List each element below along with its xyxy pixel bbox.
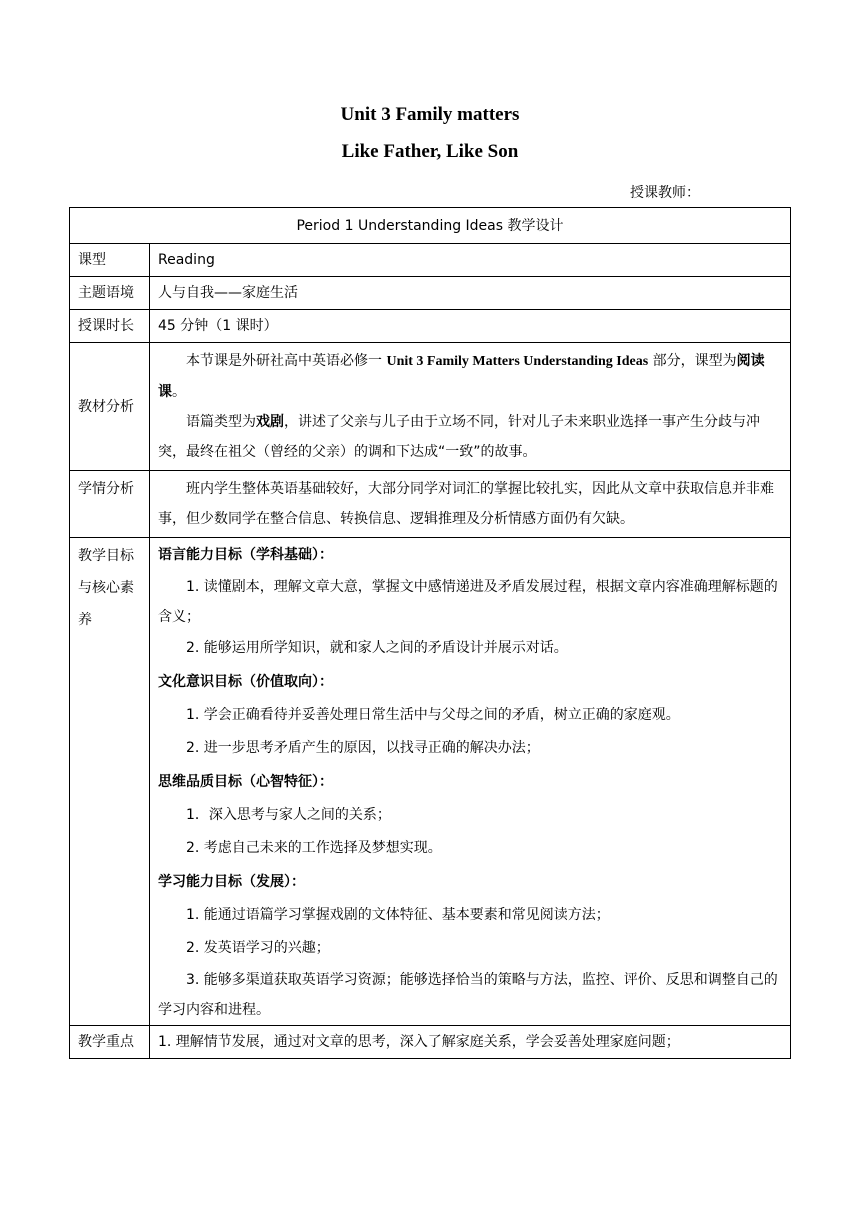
material-text: 部分，课型为 — [648, 353, 737, 369]
material-text: 。 — [172, 384, 186, 400]
document-subtitle: Like Father, Like Son — [341, 141, 519, 162]
material-value — [150, 343, 791, 471]
theme-value: 人与自我——家庭生活 — [150, 277, 791, 310]
type-label: 课型 — [70, 244, 150, 277]
goals-learning-2: 2. 发英语学习的兴趣； — [186, 940, 330, 956]
goals-language-2: 2. 能够运用所学知识，就和家人之间的矛盾设计并展示对话。 — [186, 640, 568, 656]
goals-label: 教学目标与核心素养 — [70, 538, 150, 1026]
material-paragraph-2 — [158, 407, 782, 467]
focus-value: 1. 理解情节发展，通过对文章的思考，深入了解家庭关系，学会妥善处理家庭问题； — [150, 1026, 791, 1059]
goals-learning-title: 学习能力目标（发展）： — [158, 874, 305, 890]
table-row — [70, 1026, 791, 1059]
goals-value — [150, 538, 791, 1026]
theme-label: 主题语境 — [70, 277, 150, 310]
duration-label: 授课时长 — [70, 310, 150, 343]
goals-thinking-title: 思维品质目标（心智特征）： — [158, 774, 333, 790]
goals-language-title: 语言能力目标（学科基础）： — [158, 547, 333, 563]
material-unit-name: Unit 3 Family Matters Understanding Ideas — [386, 354, 649, 369]
table-row — [70, 244, 791, 277]
table-row — [70, 310, 791, 343]
focus-label: 教学重点 — [70, 1026, 150, 1059]
table-row — [70, 277, 791, 310]
table-row — [70, 343, 791, 471]
document-title: Unit 3 Family matters — [340, 104, 520, 125]
goals-thinking-2: 2. 考虑自己未来的工作选择及梦想实现。 — [186, 840, 442, 856]
material-paragraph-1 — [158, 346, 782, 407]
material-genre: 戏剧 — [256, 414, 284, 430]
learner-value — [150, 471, 791, 538]
goals-learning-1: 1. 能通过语篇学习掌握戏剧的文体特征、基本要素和常见阅读方法； — [186, 907, 610, 923]
table-row — [70, 471, 791, 538]
learner-label: 学情分析 — [70, 471, 150, 538]
material-text: ，讲述了父亲与儿子由于立场不同，针对儿子未来职业选择一事产生分歧与冲突，最终在祖父（曾经的父亲）的调和下达成“一致”的故事。 — [158, 414, 760, 460]
material-text: 语篇类型为 — [186, 414, 256, 430]
goals-language-1: 1. 读懂剧本，理解文章大意，掌握文中感情递进及矛盾发展过程，根据文章内容准确理解标题的含义； — [158, 579, 778, 625]
goals-thinking-1: 1．深入思考与家人之间的关系； — [186, 807, 391, 823]
lesson-plan-table — [69, 207, 791, 1059]
table-row — [70, 538, 791, 1026]
goals-culture-title: 文化意识目标（价值取向）： — [158, 674, 333, 690]
goals-learning-3: 3. 能够多渠道获取英语学习资源；能够选择恰当的策略与方法，监控、评价、反思和调整自己的学习内容和进程。 — [158, 972, 778, 1018]
type-value: Reading — [150, 244, 791, 277]
goals-culture-2: 2. 进一步思考矛盾产生的原因，以找寻正确的解决办法； — [186, 740, 540, 756]
learner-paragraph: 班内学生整体英语基础较好，大部分同学对词汇的掌握比较扎实，因此从文章中获取信息并非难事，但少数同学在整合信息、转换信息、逻辑推理及分析情感方面仍有欠缺。 — [158, 481, 774, 527]
table-heading: Period 1 Understanding Ideas 教学设计 — [70, 208, 791, 244]
material-lesson-type: 阅读课 — [158, 353, 765, 400]
material-text: 本节课是外研社高中英语必修一 — [186, 353, 387, 369]
duration-value: 45 分钟（1 课时） — [150, 310, 791, 343]
teacher-label: 授课教师： — [630, 185, 700, 201]
table-heading-row — [70, 208, 791, 244]
goals-culture-1: 1. 学会正确看待并妥善处理日常生活中与父母之间的矛盾，树立正确的家庭观。 — [186, 707, 680, 723]
material-label: 教材分析 — [70, 343, 150, 471]
